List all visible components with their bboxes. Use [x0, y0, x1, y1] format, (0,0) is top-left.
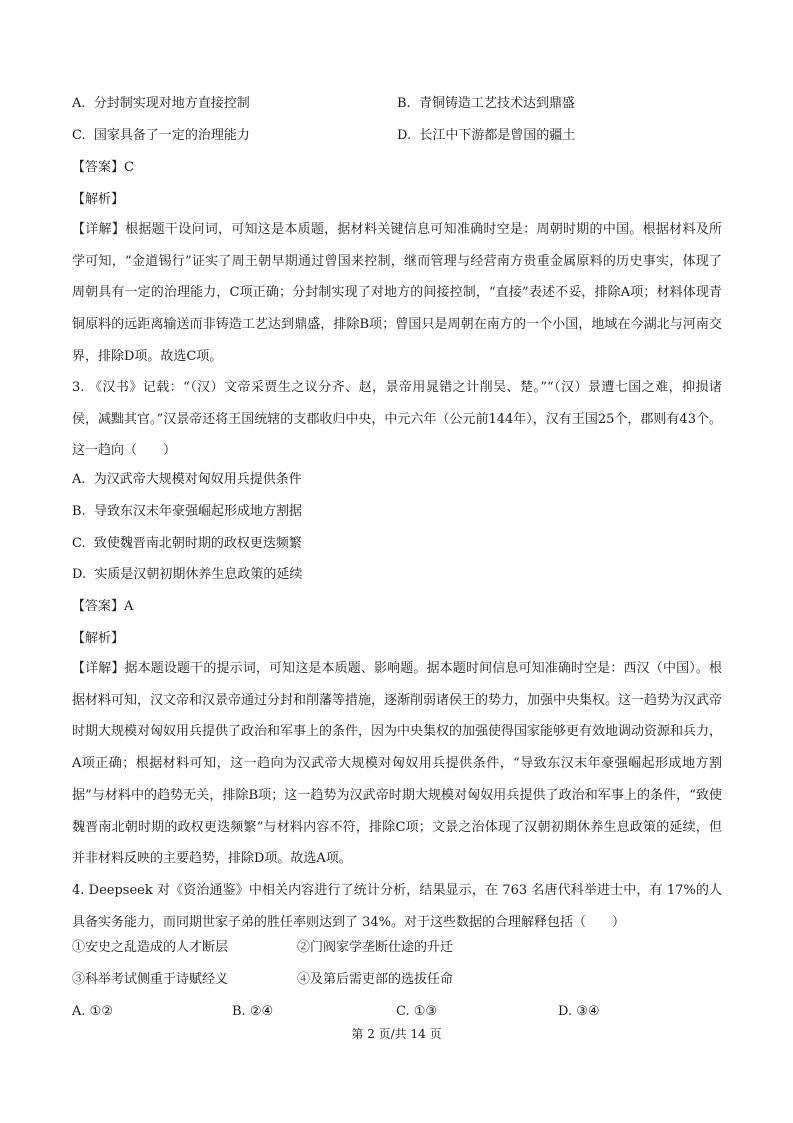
- q4-option-d: D. ③④: [558, 1004, 600, 1019]
- q3-option-b: B. 导致东汉末年豪强崛起形成地方割据: [72, 504, 302, 519]
- q3-option-a: A. 为汉武帝大规模对匈奴用兵提供条件: [72, 472, 302, 487]
- q2-option-c: C. 国家具备了一定的治理能力: [72, 128, 250, 143]
- q3-analysis-heading: 【解析】: [72, 631, 125, 646]
- page-number-footer: 第 2 页/共 14 页: [351, 1027, 442, 1041]
- q2-option-d: D. 长江中下游都是曾国的疆土: [397, 128, 576, 143]
- q2-analysis-heading: 【解析】: [72, 192, 125, 207]
- q4-option-b: B. ②④: [232, 1004, 274, 1019]
- q2-answer: 【答案】C: [72, 160, 134, 175]
- q2-detail: 【详解】根据题干设问词，可知这是本质题，据材料关键信息可知准确时空是：周朝时期的中国。根据材料及所学可知，“金道锡行”证实了周王朝早期通过曾国来控制，继而管理与经营南方贵重金属原料的历史事实，体现了周朝具有一定的治理能力，C项正确；分封制实现了对地方的间接控制，“直接”表述不妥，排除A项；材料体现青铜原料的远距离输送而非铸造工艺达到鼎盛，排除B项；曾国只是周朝在南方的一个小国，地域在今湖北与河南交界，排除D项。故选C项。: [72, 222, 722, 364]
- q4-option-c: C. ①③: [396, 1004, 438, 1019]
- q3-detail: 【详解】据本题设题干的提示词，可知这是本质题、影响题。据本题时间信息可知准确时空是：西汉（中国）。根据材料可知，汉文帝和汉景帝通过分封和削藩等措施，逐渐削弱诸侯王的势力，加强中央集权。这一趋势为汉武帝时期大规模对匈奴用兵提供了政治和军事上的条件，因为中央集权的加强使得国家能够更有效地调动资源和兵力，A项正确；根据材料可知，这一趋向为汉武帝大规模对匈奴用兵提供条件，“导致东汉末年豪强崛起形成地方割据”与材料中的趋势无关，排除B项；这一趋势为汉武帝时期大规模对匈奴用兵提供了政治和军事上的条件，“致使魏晋南北朝时期的政权更迭频繁”与材料内容不符，排除C项；文景之治体现了汉朝初期休养生息政策的延续，但并非材料反映的主要趋势，排除D项。故选A项。: [72, 661, 723, 867]
- q3-option-c: C. 致使魏晋南北朝时期的政权更迭频繁: [72, 536, 302, 551]
- q4-stem: 4. Deepseek 对《资治通鉴》中相关内容进行了统计分析，结果显示，在 763 名唐代科举进士中，有 17%的人具备实务能力，而同期世家子弟的胜任率则达到了 34%。对于这些数据的合理解释包括（ ）: [72, 883, 722, 930]
- q4-item-4: ④及第后需吏部的选拔任命: [297, 972, 454, 987]
- q2-option-a: A. 分封制实现对地方直接控制: [72, 96, 250, 111]
- q3-stem: 3. 《汉书》记载：“（汉）文帝采贾生之议分齐、赵，景帝用晁错之计削吴、楚。”“（汉）景遭七国之难，抑损诸侯，减黜其官。”汉景帝还将王国统辖的支郡收归中央，中元六年（公元前144年），汉有王国25个，郡则有43个。这一趋向（ ）: [72, 380, 722, 459]
- q4-item-1: ①安史之乱造成的人才断层: [72, 940, 229, 955]
- q3-option-d: D. 实质是汉朝初期休养生息政策的延续: [72, 567, 303, 582]
- q3-answer: 【答案】A: [72, 599, 134, 614]
- q4-option-a: A. ①②: [72, 1004, 113, 1019]
- q4-item-2: ②门阀家学垄断仕途的升迁: [297, 940, 454, 955]
- q4-item-3: ③科举考试侧重于诗赋经义: [72, 972, 229, 987]
- q2-option-b: B. 青铜铸造工艺技术达到鼎盛: [397, 96, 575, 111]
